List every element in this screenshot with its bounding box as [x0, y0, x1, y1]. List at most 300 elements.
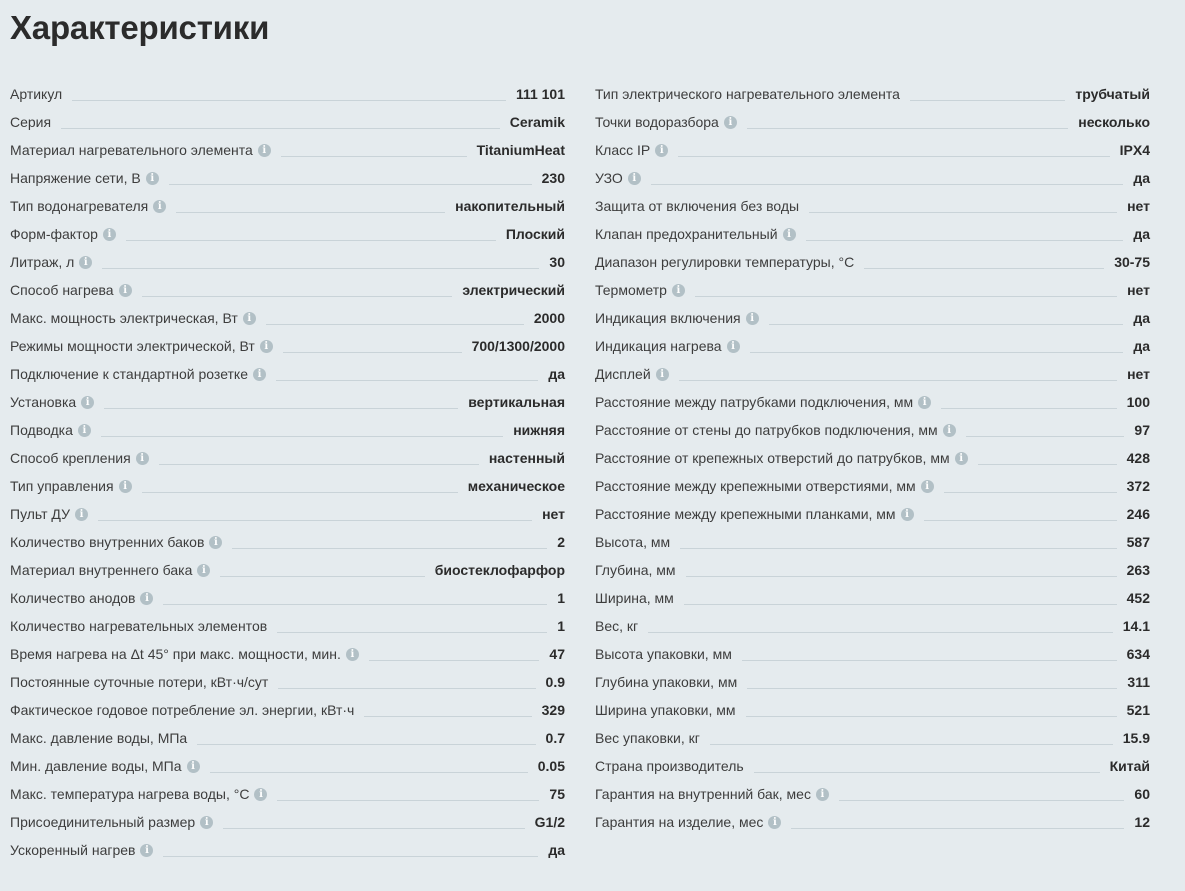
spec-value: 428 [1126, 450, 1150, 466]
dotted-leader [809, 212, 1117, 213]
spec-label-text: Мин. давление воды, МПа [10, 758, 182, 774]
spec-label [595, 534, 670, 551]
spec-label [10, 254, 92, 271]
dotted-leader [210, 772, 528, 773]
spec-label [10, 310, 256, 327]
spec-label-text: Тип водонагревателя [10, 198, 149, 214]
info-icon[interactable]: i [655, 144, 668, 157]
dotted-leader [966, 436, 1125, 437]
spec-row [10, 836, 565, 864]
dotted-leader [176, 212, 445, 213]
spec-label-text: Количество внутренних баков [10, 534, 205, 550]
spec-row [10, 808, 565, 836]
spec-label-text: Глубина упаковки, мм [595, 674, 738, 690]
specs-column-right [595, 80, 1150, 836]
spec-value: 1 [557, 590, 565, 606]
spec-value: 12 [1134, 814, 1150, 830]
info-icon[interactable]: i [783, 228, 796, 241]
spec-label-text: Высота, мм [595, 534, 671, 550]
spec-value: да [1133, 310, 1150, 326]
dotted-leader [686, 576, 1117, 577]
spec-label-text: Клапан предохранительный [595, 226, 778, 242]
spec-value: 60 [1134, 786, 1150, 802]
spec-value: 700/1300/2000 [471, 338, 565, 354]
spec-label [10, 562, 210, 579]
spec-label [10, 534, 222, 551]
info-icon[interactable]: i [75, 508, 88, 521]
spec-label [10, 730, 187, 747]
spec-label [595, 282, 685, 299]
spec-row [595, 416, 1150, 444]
spec-label-text: Страна производитель [595, 758, 744, 774]
spec-value: 311 [1127, 674, 1150, 690]
spec-label-text: Артикул [10, 86, 63, 102]
spec-row [595, 612, 1150, 640]
info-icon[interactable]: i [672, 284, 685, 297]
dotted-leader [944, 492, 1117, 493]
spec-label-text: Пульт ДУ [10, 506, 70, 522]
spec-row [10, 360, 565, 388]
info-icon[interactable]: i [901, 508, 914, 521]
dotted-leader [746, 716, 1117, 717]
spec-label-text: Вес упаковки, кг [595, 730, 700, 746]
spec-value: 2000 [533, 310, 565, 326]
spec-label [10, 114, 51, 131]
dotted-leader [651, 184, 1124, 185]
info-icon[interactable]: i [187, 760, 200, 773]
dotted-leader [679, 380, 1117, 381]
spec-label-text: Время нагрева на Δt 45° при макс. мощности, мин. [10, 646, 341, 662]
spec-value: Ceramik [509, 114, 565, 130]
spec-label [595, 422, 956, 439]
spec-label [595, 786, 829, 803]
spec-row [10, 304, 565, 332]
info-icon[interactable]: i [955, 452, 968, 465]
spec-label-text: Точки водоразбора [595, 114, 719, 130]
info-icon[interactable]: i [727, 340, 740, 353]
spec-label [595, 366, 669, 383]
info-icon[interactable]: i [768, 816, 781, 829]
dotted-leader [126, 240, 496, 241]
spec-value: TitaniumHeat [476, 142, 565, 158]
spec-label [10, 758, 200, 775]
spec-label [595, 478, 934, 495]
dotted-leader [910, 100, 1065, 101]
dotted-leader [747, 688, 1117, 689]
spec-label [10, 282, 132, 299]
info-icon[interactable]: i [816, 788, 829, 801]
spec-label-text: Ширина упаковки, мм [595, 702, 736, 718]
spec-row [595, 556, 1150, 584]
spec-value: нет [542, 506, 565, 522]
spec-row [10, 724, 565, 752]
dotted-leader [142, 492, 458, 493]
spec-row [595, 696, 1150, 724]
dotted-leader [695, 296, 1117, 297]
dotted-leader [648, 632, 1113, 633]
spec-label-text: Гарантия на внутренний бак, мес [595, 786, 811, 802]
spec-label [10, 366, 266, 383]
spec-row [595, 640, 1150, 668]
spec-label-text: Макс. мощность электрическая, Вт [10, 310, 238, 326]
dotted-leader [72, 100, 506, 101]
spec-value: 329 [541, 702, 565, 718]
dotted-leader [98, 520, 532, 521]
spec-row [595, 780, 1150, 808]
spec-row [10, 136, 565, 164]
spec-row [595, 668, 1150, 696]
spec-row [10, 612, 565, 640]
dotted-leader [163, 856, 538, 857]
dotted-leader [680, 548, 1117, 549]
spec-label [595, 674, 737, 691]
spec-label [595, 310, 759, 327]
spec-label [595, 114, 737, 131]
dotted-leader [61, 128, 500, 129]
dotted-leader [276, 380, 538, 381]
info-icon[interactable]: i [253, 368, 266, 381]
info-icon[interactable]: i [103, 228, 116, 241]
spec-label-text: Серия [10, 114, 52, 130]
spec-label [10, 786, 267, 803]
spec-value: 2 [557, 534, 565, 550]
dotted-leader [684, 604, 1117, 605]
spec-row [10, 80, 565, 108]
spec-label-text: Расстояние между патрубками подключения, мм [595, 394, 914, 410]
spec-value: нет [1127, 198, 1150, 214]
spec-label [595, 226, 796, 243]
spec-label-text: Индикация нагрева [595, 338, 722, 354]
spec-row [595, 136, 1150, 164]
spec-label [595, 590, 674, 607]
dotted-leader [750, 352, 1124, 353]
spec-label [10, 590, 153, 607]
spec-label-text: Способ нагрева [10, 282, 114, 298]
spec-value: IPX4 [1119, 142, 1150, 158]
spec-label-text: Ширина, мм [595, 590, 674, 606]
spec-label [10, 170, 159, 187]
dotted-leader [102, 268, 539, 269]
spec-label-text: Вес, кг [595, 618, 639, 634]
dotted-leader [924, 520, 1117, 521]
info-icon[interactable]: i [79, 256, 92, 269]
spec-label-text: Материал внутреннего бака [10, 562, 193, 578]
dotted-leader [978, 464, 1117, 465]
spec-row [595, 500, 1150, 528]
info-icon[interactable]: i [78, 424, 91, 437]
spec-value: механическое [467, 478, 565, 494]
spec-label-text: Установка [10, 394, 77, 410]
spec-label-text: Расстояние между крепежными планками, мм [595, 506, 896, 522]
info-icon[interactable]: i [119, 284, 132, 297]
spec-value: нижняя [513, 422, 565, 438]
dotted-leader [364, 716, 531, 717]
spec-value: настенный [488, 450, 565, 466]
spec-row [595, 276, 1150, 304]
spec-value: 15.9 [1122, 730, 1150, 746]
info-icon[interactable]: i [153, 200, 166, 213]
spec-value: да [1133, 226, 1150, 242]
info-icon[interactable]: i [656, 368, 669, 381]
info-icon[interactable]: i [197, 564, 210, 577]
dotted-leader [142, 296, 453, 297]
spec-label [595, 450, 968, 467]
dotted-leader [941, 408, 1117, 409]
info-icon[interactable]: i [81, 396, 94, 409]
spec-label [10, 506, 88, 523]
info-icon[interactable]: i [346, 648, 359, 661]
dotted-leader [220, 576, 424, 577]
spec-row [10, 556, 565, 584]
spec-value: несколько [1078, 114, 1150, 130]
spec-label-text: Тип управления [10, 478, 114, 494]
spec-row [595, 752, 1150, 780]
spec-row [10, 444, 565, 472]
spec-row [10, 668, 565, 696]
spec-label-text: Термометр [595, 282, 667, 298]
spec-label-text: Количество анодов [10, 590, 136, 606]
dotted-leader [278, 688, 535, 689]
spec-value: трубчатый [1075, 86, 1150, 102]
info-icon[interactable]: i [628, 172, 641, 185]
spec-row [595, 388, 1150, 416]
spec-label [595, 618, 638, 635]
spec-value: 587 [1126, 534, 1150, 550]
spec-label [10, 142, 271, 159]
spec-row [595, 444, 1150, 472]
spec-label [595, 198, 799, 215]
spec-value: нет [1127, 282, 1150, 298]
spec-value: 14.1 [1122, 618, 1150, 634]
spec-label-text: Форм-фактор [10, 226, 98, 242]
dotted-leader [839, 800, 1124, 801]
spec-label-text: Напряжение сети, В [10, 170, 141, 186]
info-icon[interactable]: i [260, 340, 273, 353]
info-icon[interactable]: i [243, 312, 256, 325]
spec-label [10, 450, 149, 467]
info-icon[interactable]: i [258, 144, 271, 157]
spec-row [10, 164, 565, 192]
spec-row [10, 108, 565, 136]
dotted-leader [864, 268, 1104, 269]
spec-label [595, 338, 740, 355]
spec-row [595, 108, 1150, 136]
spec-row [595, 528, 1150, 556]
dotted-leader [369, 660, 540, 661]
spec-label [595, 86, 900, 103]
dotted-leader [283, 352, 462, 353]
spec-value: 111 101 [515, 86, 565, 102]
spec-value: 75 [549, 786, 565, 802]
spec-value: да [548, 366, 565, 382]
spec-value: электрический [462, 282, 565, 298]
spec-value: 263 [1126, 562, 1150, 578]
dotted-leader [742, 660, 1117, 661]
info-icon[interactable]: i [200, 816, 213, 829]
spec-label-text: Макс. давление воды, МПа [10, 730, 188, 746]
spec-label-text: Тип электрического нагревательного элемента [595, 86, 900, 102]
spec-label [595, 562, 676, 579]
spec-row [595, 248, 1150, 276]
spec-row [595, 472, 1150, 500]
info-icon[interactable]: i [136, 452, 149, 465]
spec-label-text: Материал нагревательного элемента [10, 142, 253, 158]
spec-row [10, 248, 565, 276]
spec-label [10, 226, 116, 243]
spec-label-text: Гарантия на изделие, мес [595, 814, 764, 830]
spec-label-text: Расстояние от стены до патрубков подключения, мм [595, 422, 938, 438]
spec-label [10, 618, 267, 635]
dotted-leader [159, 464, 479, 465]
spec-label [595, 730, 700, 747]
spec-value: вертикальная [468, 394, 565, 410]
dotted-leader [806, 240, 1124, 241]
spec-row [595, 332, 1150, 360]
spec-value: 452 [1126, 590, 1150, 606]
spec-row [10, 696, 565, 724]
info-icon[interactable]: i [724, 116, 737, 129]
spec-label [10, 842, 153, 859]
dotted-leader [678, 156, 1109, 157]
dotted-leader [266, 324, 524, 325]
spec-row [10, 528, 565, 556]
spec-label-text: Присоединительный размер [10, 814, 196, 830]
spec-label-text: Защита от включения без воды [595, 198, 800, 214]
spec-label [10, 674, 268, 691]
spec-row [595, 724, 1150, 752]
dotted-leader [277, 632, 547, 633]
spec-label [10, 646, 359, 663]
info-icon[interactable]: i [746, 312, 759, 325]
spec-row [10, 332, 565, 360]
spec-label [595, 254, 854, 271]
spec-value: 521 [1126, 702, 1150, 718]
spec-label [595, 758, 744, 775]
spec-label-text: Ускоренный нагрев [10, 842, 136, 858]
spec-row [10, 416, 565, 444]
dotted-leader [232, 548, 547, 549]
spec-value: Китай [1109, 758, 1150, 774]
spec-row [595, 360, 1150, 388]
spec-label-text: Подводка [10, 422, 73, 438]
spec-value: да [548, 842, 565, 858]
info-icon[interactable]: i [921, 480, 934, 493]
spec-label [10, 478, 132, 495]
spec-row [10, 276, 565, 304]
spec-value: G1/2 [534, 814, 565, 830]
dotted-leader [710, 744, 1113, 745]
spec-label [595, 506, 914, 523]
spec-value: 0.7 [545, 730, 565, 746]
dotted-leader [101, 436, 503, 437]
spec-label-text: Литраж, л [10, 254, 75, 270]
spec-value: 372 [1126, 478, 1150, 494]
spec-label-text: Постоянные суточные потери, кВт·ч/сут [10, 674, 269, 690]
spec-label-text: УЗО [595, 170, 623, 186]
spec-value: нет [1127, 366, 1150, 382]
spec-label [10, 198, 166, 215]
spec-label [595, 646, 732, 663]
info-icon[interactable]: i [146, 172, 159, 185]
info-icon[interactable]: i [209, 536, 222, 549]
dotted-leader [277, 800, 539, 801]
spec-row [10, 472, 565, 500]
spec-label [595, 394, 931, 411]
spec-label-text: Фактическое годовое потребление эл. энергии, кВт·ч [10, 702, 355, 718]
dotted-leader [281, 156, 467, 157]
info-icon[interactable]: i [140, 592, 153, 605]
spec-label [10, 394, 94, 411]
spec-row [595, 164, 1150, 192]
spec-label [595, 814, 781, 831]
spec-row [10, 640, 565, 668]
dotted-leader [754, 772, 1100, 773]
spec-label-text: Способ крепления [10, 450, 131, 466]
dotted-leader [197, 744, 535, 745]
dotted-leader [791, 828, 1124, 829]
spec-value: 634 [1126, 646, 1150, 662]
spec-label-text: Дисплей [595, 366, 651, 382]
spec-value: 47 [549, 646, 565, 662]
spec-label-text: Высота упаковки, мм [595, 646, 732, 662]
spec-value: 246 [1126, 506, 1150, 522]
spec-row [10, 500, 565, 528]
spec-value: 0.9 [545, 674, 565, 690]
spec-label [10, 814, 213, 831]
spec-value: 30-75 [1114, 254, 1150, 270]
spec-value: да [1133, 338, 1150, 354]
spec-row [10, 388, 565, 416]
specs-column-left [10, 80, 565, 864]
info-icon[interactable]: i [943, 424, 956, 437]
spec-label-text: Макс. температура нагрева воды, °С [10, 786, 250, 802]
spec-label [595, 702, 736, 719]
spec-label-text: Расстояние от крепежных отверстий до патрубков, мм [595, 450, 950, 466]
spec-row [595, 584, 1150, 612]
spec-label-text: Подключение к стандартной розетке [10, 366, 248, 382]
spec-label-text: Режимы мощности электрической, Вт [10, 338, 255, 354]
spec-label [595, 170, 641, 187]
spec-label [595, 142, 668, 159]
spec-label-text: Диапазон регулировки температуры, °С [595, 254, 855, 270]
spec-row [10, 192, 565, 220]
spec-row [10, 780, 565, 808]
dotted-leader [747, 128, 1068, 129]
spec-label-text: Глубина, мм [595, 562, 676, 578]
spec-label-text: Количество нагревательных элементов [10, 618, 268, 634]
spec-label-text: Класс IP [595, 142, 651, 158]
spec-row [595, 220, 1150, 248]
spec-value: да [1133, 170, 1150, 186]
info-icon[interactable]: i [119, 480, 132, 493]
info-icon[interactable]: i [918, 396, 931, 409]
spec-value: 230 [541, 170, 565, 186]
dotted-leader [223, 828, 524, 829]
spec-value: 97 [1134, 422, 1150, 438]
spec-row [595, 192, 1150, 220]
spec-row [10, 752, 565, 780]
page-title: Характеристики [10, 9, 270, 46]
spec-row [595, 304, 1150, 332]
spec-row [595, 808, 1150, 836]
info-icon[interactable]: i [254, 788, 267, 801]
spec-value: накопительный [455, 198, 565, 214]
spec-row [10, 220, 565, 248]
spec-row [595, 80, 1150, 108]
info-icon[interactable]: i [140, 844, 153, 857]
dotted-leader [104, 408, 458, 409]
spec-label [10, 702, 354, 719]
